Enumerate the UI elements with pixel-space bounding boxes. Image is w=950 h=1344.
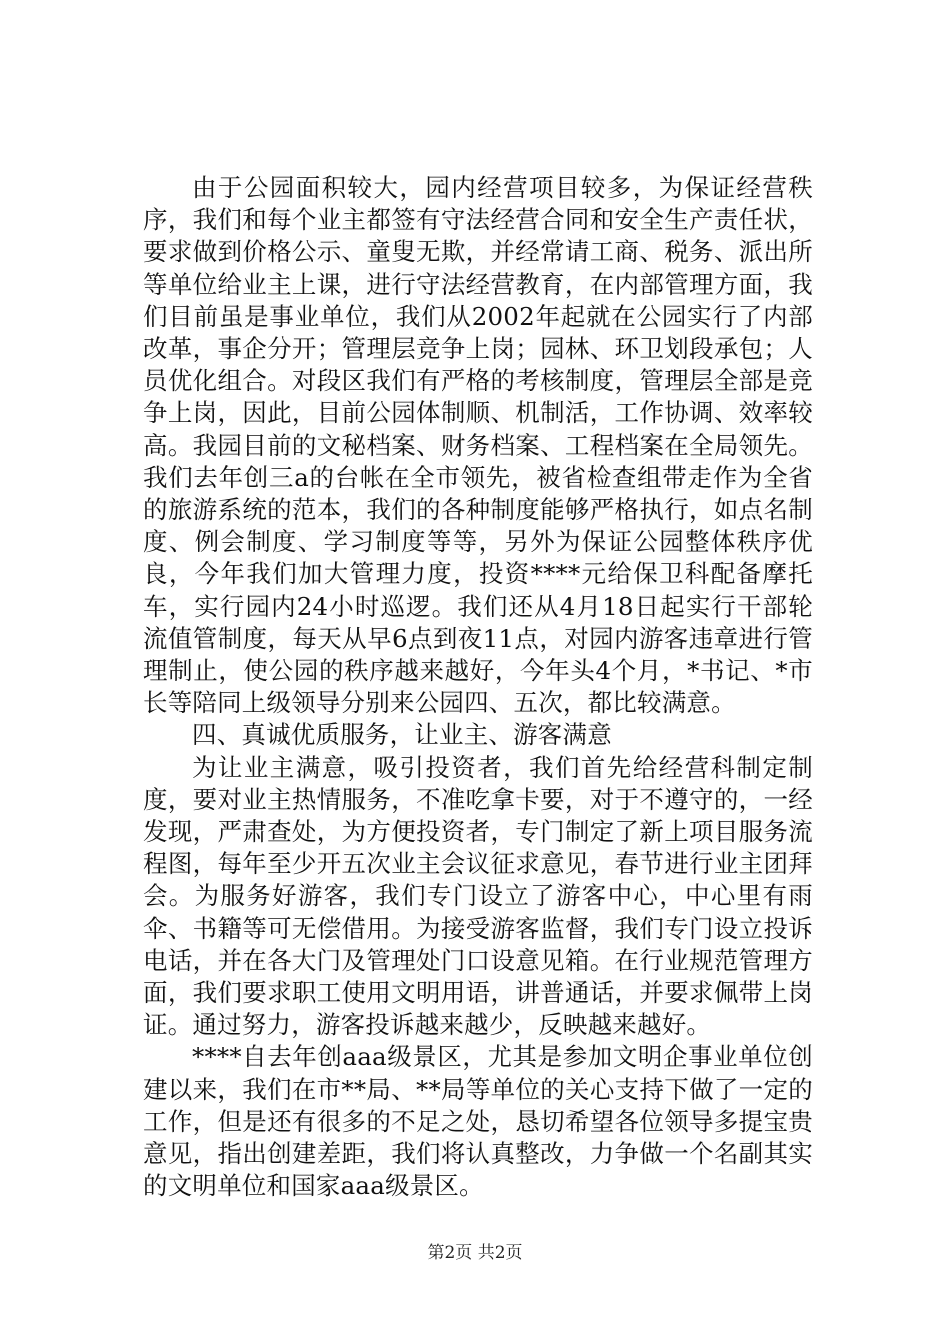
paragraph-management: 由于公园面积较大，园内经营项目较多，为保证经营秩序，我们和每个业主都签有守法经营合同和安全生产责任状，要求做到价格公示、童叟无欺，并经常请工商、税务、派出所等单位给业主上课，进行守法经营教育，在内部管理方面，我们目前虽是事业单位，我们从2002年起就在公园实行了内部改革，事企分开；管理层竞争上岗；园林、环卫划段承包；人员优化组合。对段区我们有严格的考核制度，管理层全部是竞争上岗，因此，目前公园体制顺、机制活，工作协调、效率较高。我园目前的文秘档案、财务档案、工程档案在全局领先。我们去年创三a的台帐在全市领先，被省检查组带走作为全省的旅游系统的范本，我们的各种制度能够严格执行，如点名制度、例会制度、学习制度等等，另外为保证公园整体秩序优良，今年我们加大管理力度，投资****元给保卫科配备摩托车，实行园内24小时巡逻。我们还从4月18日起实行干部轮流值管制度，每天从早6点到夜11点，对园内游客违章进行管理制止，使公园的秩序越来越好，今年头4个月，*书记、*市长等陪同上级领导分别来公园四、五次，都比较满意。: [143, 173, 813, 718]
document-body: [143, 172, 813, 1203]
page-number-footer: 第2页 共2页: [427, 1243, 523, 1263]
paragraph-conclusion: ****自去年创aaa级景区，尤其是参加文明企事业单位创建以来，我们在市**局、**局等单位的关心支持下做了一定的工作，但是还有很多的不足之处，恳切希望各位领导多提宝贵意见，指出创建差距，我们将认真整改，力争做一个名副其实的文明单位和国家aaa级景区。: [143, 1042, 813, 1201]
paragraph-service: 为让业主满意，吸引投资者，我们首先给经营科制定制度，要对业主热情服务，不准吃拿卡要，对于不遵守的，一经发现，严肃查处，为方便投资者，专门制定了新上项目服务流程图，每年至少开五次业主会议征求意见，春节进行业主团拜会。为服务好游客，我们专门设立了游客中心，中心里有雨伞、书籍等可无偿借用。为接受游客监督，我们专门设立投诉电话，并在各大门及管理处门口设意见箱。在行业规范管理方面，我们要求职工使用文明用语，讲普通话，并要求佩带上岗证。通过努力，游客投诉越来越少，反映越来越好。: [143, 752, 813, 1040]
section-heading-service: 四、真诚优质服务，让业主、游客满意: [192, 720, 612, 750]
